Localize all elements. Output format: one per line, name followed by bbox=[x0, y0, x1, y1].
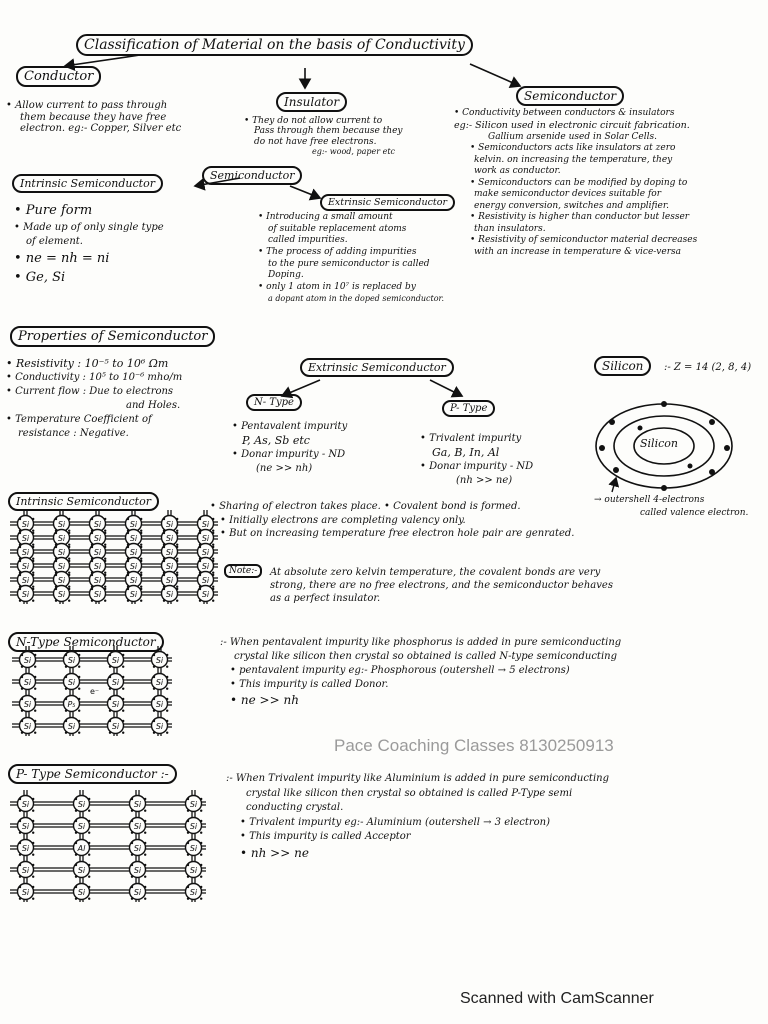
si-atom-label: Si bbox=[21, 822, 30, 831]
intrinsic-label: Intrinsic Semiconductor bbox=[12, 174, 163, 193]
si-atom-label: Si bbox=[67, 656, 76, 665]
intrinsic-text: • Pure form • Made up of only single type of element. • ne = nh = ni • Ge, Si bbox=[14, 203, 164, 285]
insulator-label: Insulator bbox=[276, 92, 347, 112]
ntype-label: N- Type bbox=[246, 394, 302, 411]
si-atom-label: Si bbox=[201, 534, 210, 543]
si-atom-label: Si bbox=[111, 678, 120, 687]
si-atom-label: Si bbox=[201, 548, 210, 557]
insulator-text: • They do not allow current to Pass through them because they do not have free electrons. eg:- wood, paper etc bbox=[244, 116, 403, 157]
si-atom-label: Si bbox=[129, 590, 138, 599]
si-atom-label: Si bbox=[77, 888, 86, 897]
watermark: Pace Coaching Classes 8130250913 bbox=[334, 736, 614, 755]
si-atom-label: Si bbox=[23, 678, 32, 687]
si-atom-label: Si bbox=[21, 576, 30, 585]
dopant-atom-label: P₅ bbox=[67, 700, 76, 709]
free-electron-label: e⁻ bbox=[90, 687, 100, 696]
si-atom-label: Si bbox=[93, 590, 102, 599]
si-atom-label: Si bbox=[201, 590, 210, 599]
si-atom-label: Si bbox=[111, 722, 120, 731]
si-atom-label: Si bbox=[21, 590, 30, 599]
extrinsic-label-2: Extrinsic Semiconductor bbox=[300, 358, 454, 377]
si-atom-label: Si bbox=[129, 562, 138, 571]
silicon-note: → outershell 4-electrons called valence electron. bbox=[594, 495, 749, 518]
si-atom-label: Si bbox=[93, 576, 102, 585]
si-atom-label: Si bbox=[77, 822, 86, 831]
si-atom-label: Si bbox=[67, 678, 76, 687]
si-atom-label: Si bbox=[93, 562, 102, 571]
silicon-label: Silicon bbox=[594, 356, 651, 376]
ntype2-text: :- When pentavalent impurity like phosphorus is added in pure semiconducting crystal like silicon then crystal so obtained is called N-type semiconducting • pentavalent impurity eg:- Phosphorous (outershell → 5 electrons) • This impurity is called Donor. • ne >> nh bbox=[220, 637, 622, 707]
si-atom-label: Si bbox=[165, 520, 174, 529]
si-atom-label: Si bbox=[129, 520, 138, 529]
si-atom-label: Si bbox=[77, 866, 86, 875]
si-atom-label: Si bbox=[21, 866, 30, 875]
semiconductor-text: • Conductivity between conductors & insulators eg:- Silicon used in electronic circuit fabrication. Gallium arsenide used in Solar Cells. • Semiconductors acts like insulators at zero kelvin. on increasing the temperature, they work as conductor. • Semiconductors can be modified by doping to make semiconductor devices suitable for energy conversion, switches and amplifier. • Resistivity is higher than conductor but lesser than insulators. • Resistivity of semiconductor material decreases with an increase in temperature & vice-versa bbox=[454, 108, 698, 257]
si-atom-label: Si bbox=[57, 534, 66, 543]
conductor-label: Conductor bbox=[16, 66, 101, 87]
si-atom-label: Si bbox=[57, 576, 66, 585]
ptype-text: • Trivalent impurity Ga, B, In, Al • Donar impurity - ND (nh >> ne) bbox=[420, 433, 534, 486]
si-atom-label: Si bbox=[23, 700, 32, 709]
si-atom-label: Si bbox=[77, 800, 86, 809]
note-text: At absolute zero kelvin temperature, the covalent bonds are very strong, there are no free electrons, and the semiconductor behaves as a perfect insulator. bbox=[270, 567, 613, 604]
si-atom-label: Si bbox=[21, 520, 30, 529]
si-atom-label: Si bbox=[133, 844, 142, 853]
properties-text: • Resistivity : 10⁻⁵ to 10⁶ Ωm • Conductivity : 10⁵ to 10⁻⁶ mho/m • Current flow : Due to electrons and Holes. • Temperature Coefficient of resistance : Negative. bbox=[6, 357, 183, 440]
dopant-atom-label: Al bbox=[77, 844, 86, 853]
si-atom-label: Si bbox=[93, 520, 102, 529]
si-atom-label: Si bbox=[21, 534, 30, 543]
si-atom-label: Si bbox=[21, 800, 30, 809]
si-atom-label: Si bbox=[57, 548, 66, 557]
semiconductor-label-top: Semiconductor bbox=[516, 86, 624, 106]
si-atom-label: Si bbox=[155, 722, 164, 731]
si-atom-label: Si bbox=[67, 722, 76, 731]
extrinsic-text: • Introducing a small amount of suitable replacement atoms called impurities. • The process of adding impurities to the pure semiconductor is called Doping. • only 1 atom in 10⁷ is replaced by a dopant atom in the doped semiconductor. bbox=[258, 212, 445, 303]
si-atom-label: Si bbox=[133, 866, 142, 875]
si-atom-label: Si bbox=[111, 700, 120, 709]
intrinsic2-text: • Sharing of electron takes place. • Covalent bond is formed. • Initially electrons are completing valency only. • But on increasing temperature free electron hole pair are genrated. bbox=[210, 501, 575, 539]
si-atom-label: Si bbox=[189, 844, 198, 853]
ntype-text: • Pentavalent impurity P, As, Sb etc • Donar impurity - ND (ne >> nh) bbox=[232, 421, 348, 474]
si-atom-label: Si bbox=[189, 866, 198, 875]
si-atom-label: Si bbox=[57, 590, 66, 599]
si-atom-label: Si bbox=[23, 722, 32, 731]
si-atom-label: Si bbox=[165, 534, 174, 543]
intrinsic-label-2: Intrinsic Semiconductor bbox=[8, 492, 159, 511]
si-atom-label: Si bbox=[155, 700, 164, 709]
silicon-atomic: :- Z = 14 (2, 8, 4) bbox=[664, 362, 752, 373]
si-atom-label: Si bbox=[155, 678, 164, 687]
si-atom-label: Si bbox=[189, 800, 198, 809]
si-atom-label: Si bbox=[111, 656, 120, 665]
note-label: Note:- bbox=[224, 564, 262, 578]
si-atom-label: Si bbox=[165, 562, 174, 571]
si-atom-label: Si bbox=[93, 534, 102, 543]
si-atom-label: Si bbox=[189, 888, 198, 897]
conductor-text: • Allow current to pass through them because they have free electron. eg:- Copper, Silver etc bbox=[6, 100, 182, 134]
si-atom-label: Si bbox=[57, 562, 66, 571]
si-atom-label: Si bbox=[189, 822, 198, 831]
extrinsic-label: Extrinsic Semiconductor bbox=[320, 194, 455, 211]
si-atom-label: Si bbox=[133, 888, 142, 897]
si-atom-label: Si bbox=[155, 656, 164, 665]
ptype2-text: :- When Trivalent impurity like Aluminium is added in pure semiconducting crystal like silicon then crystal so obtained is called P-Type semi conducting crystal. • Trivalent impurity eg:- Aluminium (outershell → 3 electron) • This impurity is called Acceptor • nh >> ne bbox=[226, 773, 609, 860]
si-atom-label: Si bbox=[201, 562, 210, 571]
ntype-label-2: N-Type Semiconductor bbox=[8, 632, 164, 652]
si-atom-label: Si bbox=[129, 534, 138, 543]
footer-caption: Scanned with CamScanner bbox=[460, 990, 654, 1007]
si-atom-label: Si bbox=[57, 520, 66, 529]
si-atom-label: Si bbox=[165, 576, 174, 585]
si-atom-label: Si bbox=[129, 576, 138, 585]
ptype-label: P- Type bbox=[442, 400, 495, 417]
si-atom-label: Si bbox=[21, 562, 30, 571]
si-atom-label: Si bbox=[129, 548, 138, 557]
si-atom-label: Si bbox=[23, 656, 32, 665]
ptype-label-2: P- Type Semiconductor :- bbox=[8, 764, 177, 784]
si-atom-label: Si bbox=[165, 548, 174, 557]
si-atom-label: Si bbox=[201, 520, 210, 529]
silicon-center: Silicon bbox=[640, 437, 678, 450]
si-atom-label: Si bbox=[93, 548, 102, 557]
page-title: Classification of Material on the basis of Conductivity bbox=[76, 34, 473, 56]
properties-label: Properties of Semiconductor bbox=[10, 326, 215, 347]
si-atom-label: Si bbox=[21, 888, 30, 897]
si-atom-label: Si bbox=[133, 822, 142, 831]
semiconductor-label-mid: Semiconductor bbox=[202, 166, 302, 185]
si-atom-label: Si bbox=[21, 548, 30, 557]
si-atom-label: Si bbox=[21, 844, 30, 853]
si-atom-label: Si bbox=[133, 800, 142, 809]
si-atom-label: Si bbox=[165, 590, 174, 599]
si-atom-label: Si bbox=[201, 576, 210, 585]
